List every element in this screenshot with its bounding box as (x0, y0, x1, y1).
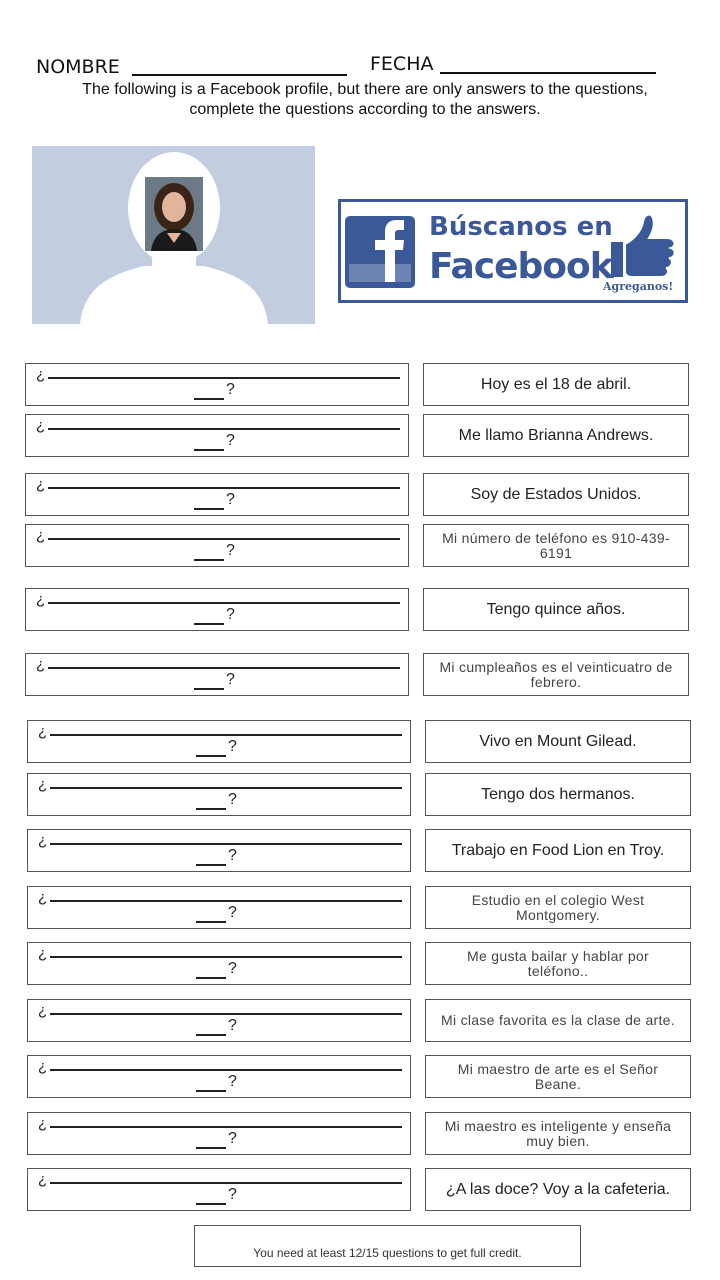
question-close-mark: ? (228, 1130, 237, 1147)
question-close-mark: ? (226, 432, 235, 449)
question-line-end[interactable] (196, 1147, 226, 1149)
question-box[interactable] (27, 720, 411, 763)
answer-box (425, 1112, 691, 1155)
question-box[interactable] (27, 999, 411, 1042)
answer-box (425, 829, 691, 872)
question-line[interactable] (50, 1069, 402, 1071)
footer-note: You need at least 12/15 questions to get full credit. (194, 1225, 581, 1267)
question-open-mark: ¿ (38, 1115, 48, 1132)
answer-text: Trabajo en Food Lion en Troy. (451, 842, 665, 859)
answer-box (423, 524, 689, 567)
question-open-mark: ¿ (36, 527, 46, 544)
question-line[interactable] (48, 538, 400, 540)
question-box[interactable] (27, 886, 411, 929)
question-line-end[interactable] (194, 623, 224, 625)
question-open-mark: ¿ (36, 417, 46, 434)
question-close-mark: ? (226, 491, 235, 508)
question-line-end[interactable] (196, 977, 226, 979)
answer-box (423, 414, 689, 457)
question-open-mark: ¿ (36, 591, 46, 608)
answer-text: Mi maestro de arte es el Señor Beane. (457, 1060, 659, 1092)
answer-box (425, 1055, 691, 1098)
fecha-label: FECHA (370, 53, 434, 75)
question-box[interactable] (27, 1055, 411, 1098)
question-line[interactable] (50, 1013, 402, 1015)
answer-text: Mi número de teléfono es 910-439-6191 (442, 529, 670, 561)
question-open-mark: ¿ (38, 1002, 48, 1019)
answer-box (423, 363, 689, 406)
answer-box (425, 773, 691, 816)
question-line[interactable] (48, 377, 400, 379)
question-line[interactable] (50, 843, 402, 845)
question-close-mark: ? (228, 1186, 237, 1203)
answer-box (425, 999, 691, 1042)
answer-box (425, 1168, 691, 1211)
fecha-blank[interactable] (440, 72, 656, 74)
question-open-mark: ¿ (38, 1058, 48, 1075)
question-line-end[interactable] (194, 559, 224, 561)
question-line-end[interactable] (196, 864, 226, 866)
question-line[interactable] (50, 787, 402, 789)
answer-text: Estudio en el colegio West Montgomery. (471, 891, 645, 923)
question-line-end[interactable] (194, 398, 224, 400)
facebook-banner (338, 199, 688, 303)
answer-box (425, 886, 691, 929)
answer-box (423, 653, 689, 696)
answer-text: Mi cumpleaños es el veinticuatro de febrero. (439, 658, 673, 690)
question-open-mark: ¿ (36, 656, 46, 673)
question-close-mark: ? (228, 904, 237, 921)
question-box[interactable] (25, 363, 409, 406)
question-close-mark: ? (228, 791, 237, 808)
question-close-mark: ? (226, 671, 235, 688)
question-line-end[interactable] (194, 508, 224, 510)
instructions: The following is a Facebook profile, but there are only answers to the questions, complete the questions according to the answers. (82, 81, 648, 118)
question-line-end[interactable] (196, 1090, 226, 1092)
question-line-end[interactable] (194, 449, 224, 451)
answer-text: Mi clase favorita es la clase de arte. (441, 1012, 675, 1028)
question-line-end[interactable] (196, 1034, 226, 1036)
answer-text: Mi maestro es inteligente y enseña muy bien. (444, 1117, 672, 1149)
answer-box (425, 942, 691, 985)
question-open-mark: ¿ (36, 476, 46, 493)
question-line-end[interactable] (194, 688, 224, 690)
question-box[interactable] (27, 829, 411, 872)
answer-text: Hoy es el 18 de abril. (480, 376, 632, 393)
question-close-mark: ? (228, 1073, 237, 1090)
answer-text: Tengo dos hermanos. (481, 786, 635, 803)
question-open-mark: ¿ (38, 889, 48, 906)
question-line[interactable] (50, 900, 402, 902)
nombre-label: NOMBRE (36, 56, 120, 78)
question-open-mark: ¿ (38, 1171, 48, 1188)
question-close-mark: ? (226, 606, 235, 623)
answer-box (423, 473, 689, 516)
question-line[interactable] (50, 1182, 402, 1184)
question-line[interactable] (48, 667, 400, 669)
question-line-end[interactable] (196, 808, 226, 810)
question-line[interactable] (50, 1126, 402, 1128)
question-close-mark: ? (228, 1017, 237, 1034)
question-open-mark: ¿ (38, 776, 48, 793)
answer-text: Soy de Estados Unidos. (470, 486, 642, 503)
question-close-mark: ? (226, 381, 235, 398)
answer-text: Me gusta bailar y hablar por teléfono.. (467, 947, 649, 979)
question-line-end[interactable] (196, 755, 226, 757)
question-box[interactable] (25, 588, 409, 631)
question-line[interactable] (48, 602, 400, 604)
question-box[interactable] (25, 414, 409, 457)
question-close-mark: ? (226, 542, 235, 559)
question-line[interactable] (50, 956, 402, 958)
answer-box (423, 588, 689, 631)
banner-line1: Búscanos en (429, 212, 613, 242)
question-close-mark: ? (228, 847, 237, 864)
question-open-mark: ¿ (36, 366, 46, 383)
answer-box (425, 720, 691, 763)
question-open-mark: ¿ (38, 945, 48, 962)
question-open-mark: ¿ (38, 723, 48, 740)
question-close-mark: ? (228, 960, 237, 977)
question-box[interactable] (27, 1168, 411, 1211)
answer-text: Vivo en Mount Gilead. (479, 733, 637, 750)
question-box[interactable] (27, 773, 411, 816)
banner-tag: Agreganos! (603, 280, 674, 293)
question-line[interactable] (50, 734, 402, 736)
question-line-end[interactable] (196, 1203, 226, 1205)
question-line[interactable] (48, 428, 400, 430)
banner-line2: Facebook (429, 246, 613, 287)
profile-photo (144, 176, 204, 252)
question-box[interactable] (25, 473, 409, 516)
question-box[interactable] (25, 524, 409, 567)
answer-text: Tengo quince años. (486, 601, 626, 618)
nombre-blank[interactable] (132, 74, 347, 76)
question-close-mark: ? (228, 738, 237, 755)
answer-text: ¿A las doce? Voy a la cafeteria. (445, 1181, 671, 1198)
question-line[interactable] (48, 487, 400, 489)
question-line-end[interactable] (196, 921, 226, 923)
question-open-mark: ¿ (38, 832, 48, 849)
question-box[interactable] (27, 1112, 411, 1155)
answer-text: Me llamo Brianna Andrews. (458, 427, 654, 444)
question-box[interactable] (27, 942, 411, 985)
question-box[interactable] (25, 653, 409, 696)
